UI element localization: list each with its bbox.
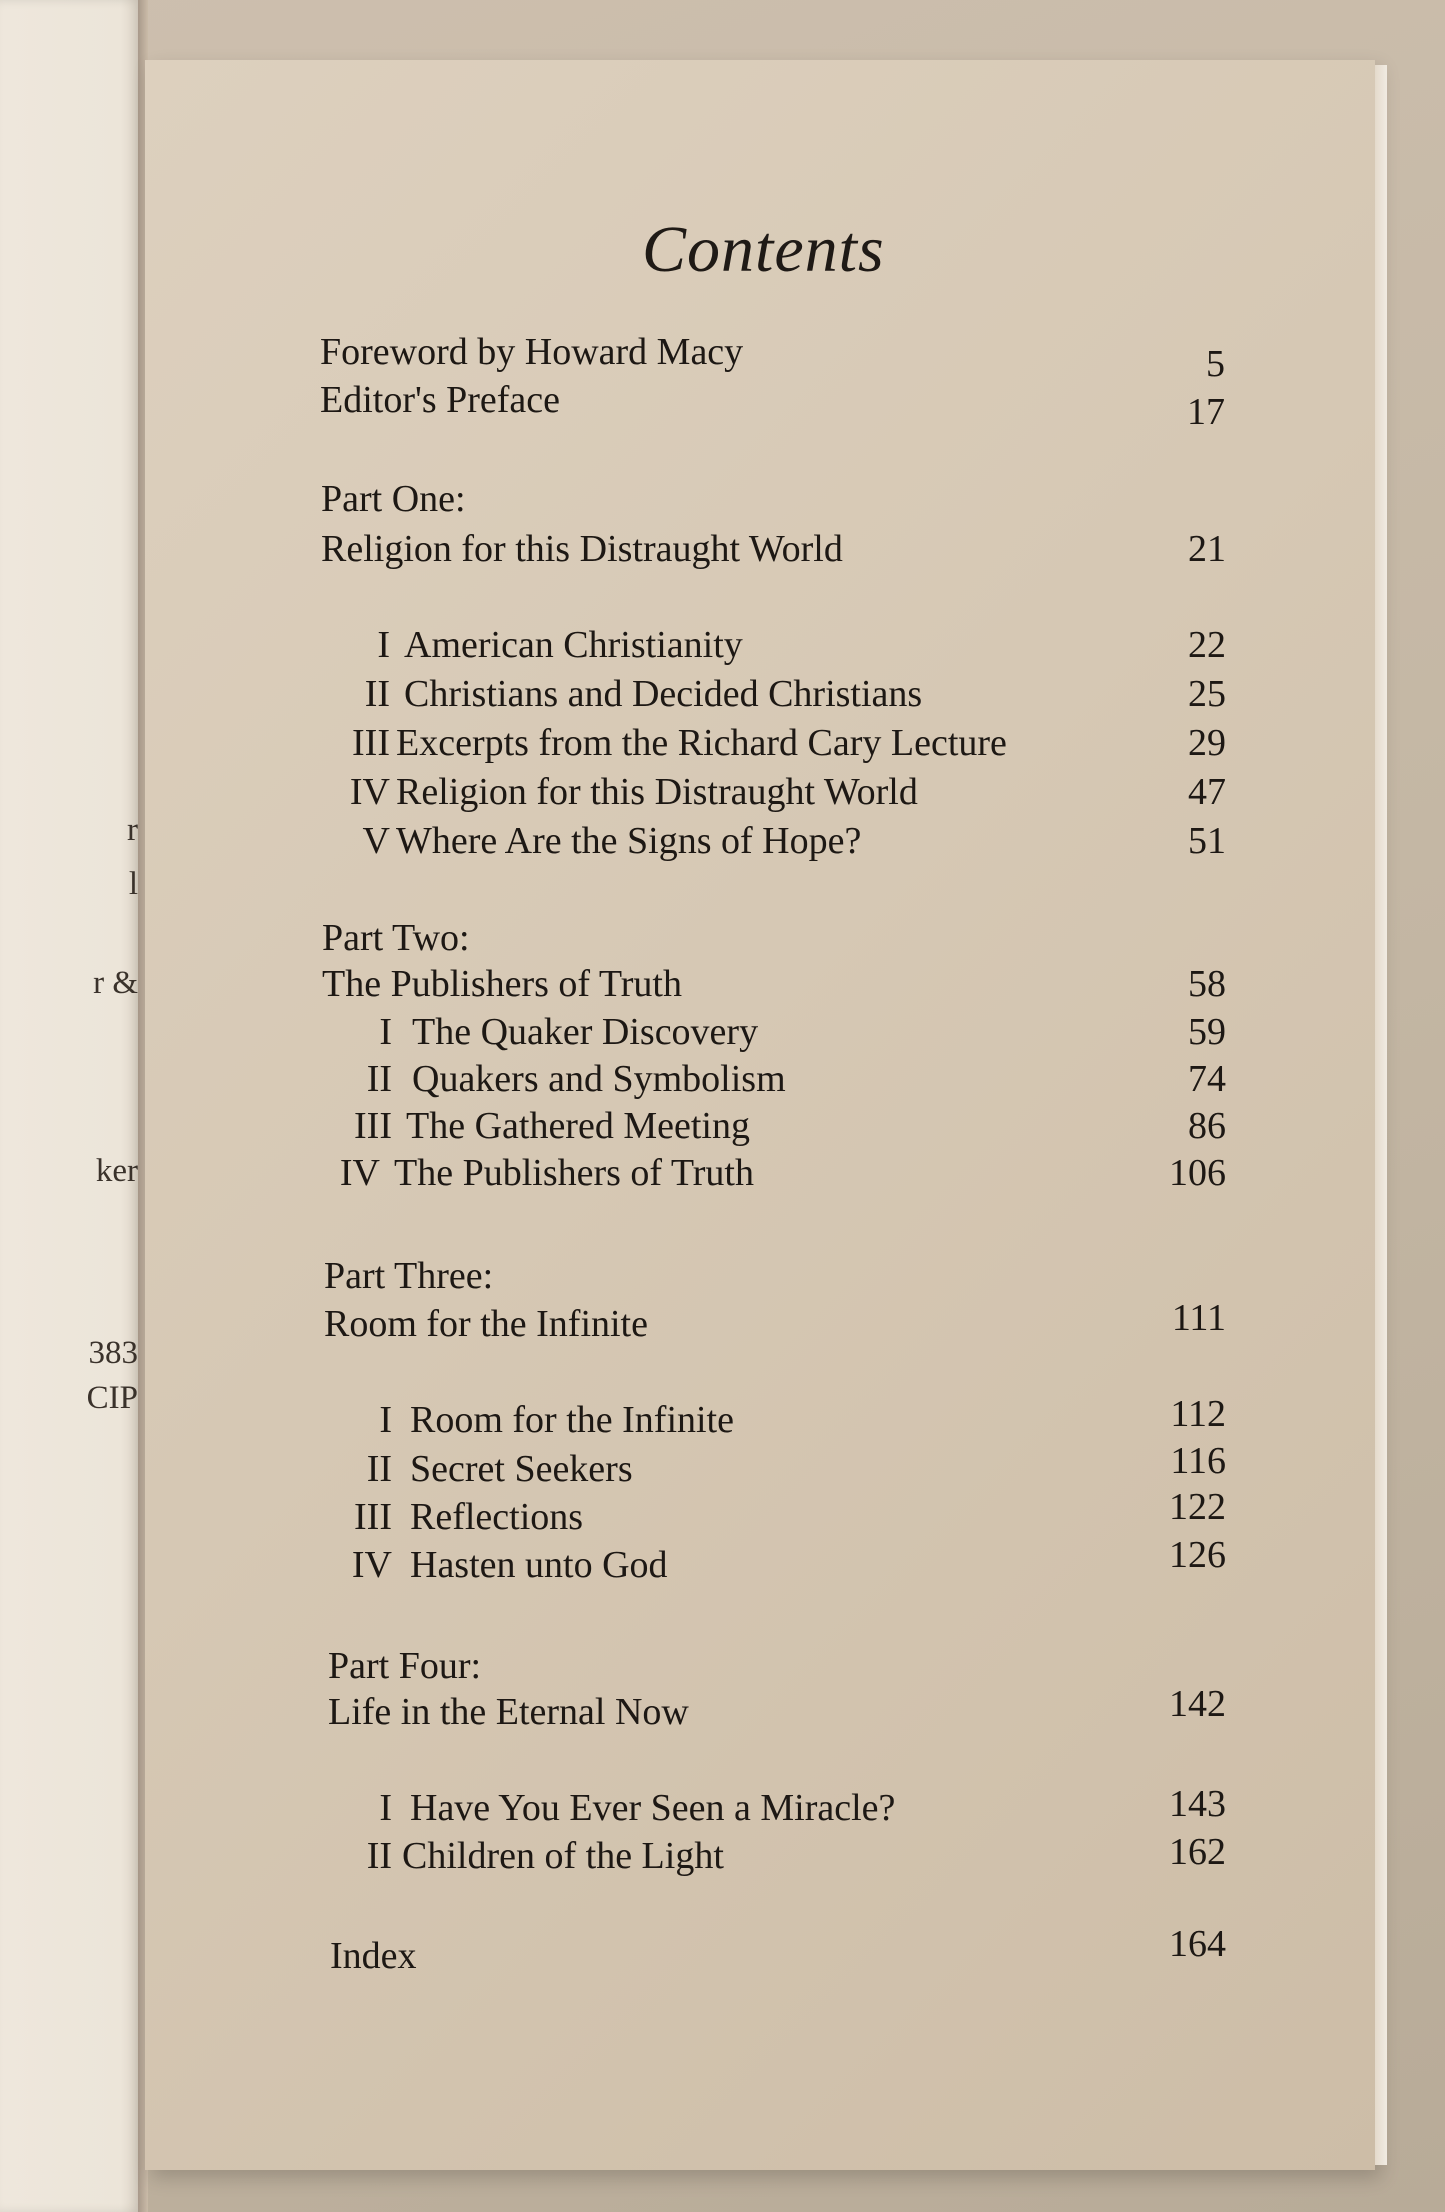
page-number: 29 bbox=[1188, 722, 1226, 764]
toc-entry-chapter[interactable] bbox=[342, 672, 1226, 718]
entry-title: Where Are the Signs of Hope? bbox=[396, 820, 862, 862]
toc-entry-chapter[interactable] bbox=[330, 1057, 1226, 1103]
toc-entry-chapter[interactable] bbox=[336, 1393, 1226, 1444]
entry-title: Foreword by Howard Macy bbox=[320, 331, 744, 373]
entry-title: Christians and Decided Christians bbox=[404, 673, 923, 715]
chapter-numeral: II bbox=[364, 673, 390, 715]
toc-entry-chapter[interactable] bbox=[330, 1010, 1226, 1056]
page-number: 112 bbox=[1170, 1393, 1226, 1435]
chapter-numeral: IV bbox=[339, 1152, 380, 1194]
left-page bbox=[0, 0, 142, 2212]
page-number: 22 bbox=[1188, 624, 1226, 666]
left-page-fragment: ker bbox=[95, 1153, 138, 1189]
entry-title: The Gathered Meeting bbox=[406, 1105, 750, 1147]
entry-title: Children of the Light bbox=[402, 1835, 724, 1877]
toc-entry-chapter[interactable] bbox=[330, 1151, 1226, 1197]
chapter-numeral: I bbox=[379, 1787, 392, 1829]
page-number: 143 bbox=[1169, 1783, 1226, 1825]
toc-entry-foreword[interactable] bbox=[320, 330, 1225, 385]
toc-entry-part[interactable] bbox=[321, 527, 1226, 573]
page-number: 59 bbox=[1188, 1011, 1226, 1053]
toc-entry-chapter[interactable] bbox=[340, 1783, 1226, 1832]
chapter-numeral: II bbox=[366, 1448, 392, 1490]
page-number: 122 bbox=[1169, 1486, 1226, 1528]
entry-title: Religion for this Distraught World bbox=[396, 771, 918, 813]
page-number: 58 bbox=[1188, 963, 1226, 1005]
entry-title: The Publishers of Truth bbox=[394, 1152, 754, 1194]
page-number: 47 bbox=[1188, 771, 1226, 813]
entry-title: Room for the Infinite bbox=[324, 1303, 648, 1345]
left-page-fragment: l bbox=[128, 866, 138, 902]
toc-entry-chapter[interactable] bbox=[336, 1440, 1226, 1493]
page-number: 5 bbox=[1206, 343, 1225, 385]
chapter-numeral: IV bbox=[351, 1544, 392, 1586]
toc-entry-chapter[interactable] bbox=[342, 623, 1226, 669]
entry-title: Religion for this Distraught World bbox=[321, 528, 843, 570]
page-number: 21 bbox=[1188, 528, 1226, 570]
entry-title: Have You Ever Seen a Miracle? bbox=[410, 1787, 896, 1829]
chapter-numeral: I bbox=[377, 624, 390, 666]
toc-entry-chapter[interactable] bbox=[340, 1831, 1226, 1880]
entry-title: The Quaker Discovery bbox=[412, 1011, 759, 1053]
entry-title: American Christianity bbox=[404, 624, 743, 666]
page-title: Contents bbox=[642, 213, 885, 286]
toc-entry-chapter[interactable] bbox=[342, 721, 1226, 767]
part-heading: Part Three: bbox=[324, 1255, 494, 1297]
left-page-fragment: r bbox=[127, 812, 138, 848]
left-page-fragment: r & bbox=[93, 965, 138, 1001]
left-page-fragment: 383 bbox=[88, 1335, 138, 1371]
chapter-numeral: III bbox=[352, 722, 390, 764]
page-number: 51 bbox=[1188, 820, 1226, 862]
toc-entry-part[interactable] bbox=[324, 1297, 1226, 1348]
entry-title: Secret Seekers bbox=[410, 1448, 633, 1490]
toc-entry-part[interactable] bbox=[322, 962, 1226, 1008]
page-number: 162 bbox=[1169, 1831, 1226, 1873]
chapter-numeral: I bbox=[379, 1011, 392, 1053]
page-number: 164 bbox=[1169, 1923, 1226, 1965]
page-number: 86 bbox=[1188, 1105, 1226, 1147]
part-heading: Part One: bbox=[321, 478, 466, 520]
entry-title: Life in the Eternal Now bbox=[328, 1691, 689, 1733]
part-heading: Part Two: bbox=[322, 917, 470, 959]
toc-entry-chapter[interactable] bbox=[342, 770, 1226, 816]
page-edge bbox=[1375, 65, 1387, 2165]
page-number: 106 bbox=[1169, 1152, 1226, 1194]
page-number: 17 bbox=[1187, 391, 1225, 433]
chapter-numeral: II bbox=[366, 1835, 392, 1877]
toc-entry-chapter[interactable] bbox=[336, 1534, 1226, 1589]
toc-entry-chapter[interactable] bbox=[342, 819, 1226, 865]
entry-title: Room for the Infinite bbox=[410, 1399, 734, 1441]
toc-entry-chapter[interactable] bbox=[336, 1486, 1226, 1541]
chapter-numeral: V bbox=[362, 820, 390, 862]
left-page-fragment: CIP bbox=[86, 1380, 138, 1416]
chapter-numeral: III bbox=[354, 1105, 392, 1147]
toc-entry-part[interactable] bbox=[328, 1683, 1226, 1736]
page-number: 111 bbox=[1171, 1297, 1226, 1339]
chapter-numeral: II bbox=[366, 1058, 392, 1100]
page-number: 126 bbox=[1169, 1534, 1226, 1576]
toc-entry-index[interactable] bbox=[330, 1923, 1226, 1980]
entry-title: The Publishers of Truth bbox=[322, 963, 682, 1005]
chapter-numeral: III bbox=[354, 1496, 392, 1538]
chapter-numeral: IV bbox=[349, 771, 390, 813]
entry-title: Index bbox=[330, 1935, 417, 1977]
part-heading: Part Four: bbox=[328, 1645, 482, 1687]
toc-entry-chapter[interactable] bbox=[330, 1104, 1226, 1150]
entry-title: Quakers and Symbolism bbox=[412, 1058, 786, 1100]
page-number: 74 bbox=[1188, 1058, 1226, 1100]
page-number: 142 bbox=[1169, 1683, 1226, 1725]
page-number: 116 bbox=[1170, 1440, 1226, 1482]
entry-title: Editor's Preface bbox=[320, 379, 561, 421]
chapter-numeral: I bbox=[379, 1399, 392, 1441]
entry-title: Hasten unto God bbox=[410, 1544, 668, 1586]
entry-title: Excerpts from the Richard Cary Lecture bbox=[396, 722, 1007, 764]
entry-title: Reflections bbox=[410, 1496, 584, 1538]
toc-entry-preface[interactable] bbox=[320, 378, 1225, 433]
page-number: 25 bbox=[1188, 673, 1226, 715]
